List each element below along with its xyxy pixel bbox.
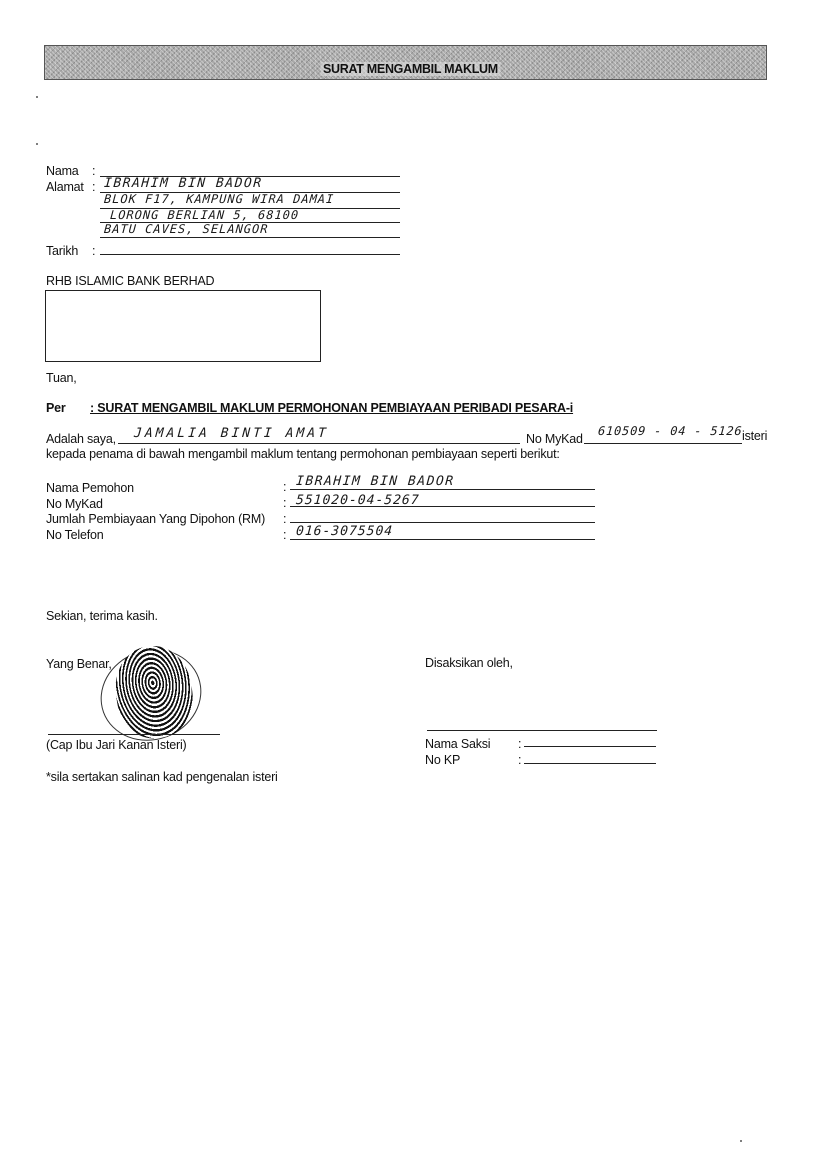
mykad-label: No MyKad [526,432,583,446]
alamat-line-4: BATU CAVES, SELANGOR [103,222,269,236]
witness-name-label: Nama Saksi [425,737,491,751]
detail-value-nama-pemohon: IBRAHIM BIN BADOR [295,474,456,489]
salutation: Tuan, [46,371,77,385]
thumbprint-line [48,734,220,735]
yang-benar: Yang Benar, [46,657,112,671]
detail-line [290,506,595,507]
detail-value-telefon: 016-3075504 [295,524,394,539]
alamat-line-2: BLOK F17, KAMPUNG WIRA DAMAI [103,192,335,206]
wife-name-line [118,443,520,444]
closing-text: Sekian, terima kasih. [46,609,158,623]
alamat-rule-4 [100,237,400,238]
witness-id-colon: : [518,753,522,767]
detail-label-nama-pemohon: Nama Pemohon [46,481,134,495]
detail-label-mykad: No MyKad [46,497,103,511]
detail-label-jumlah: Jumlah Pembiayaan Yang Dipohon (RM) [46,512,266,526]
scan-speck [36,96,38,98]
witness-id-line [524,763,656,764]
detail-line [290,522,595,523]
detail-colon: : [283,528,287,542]
wife-name: JAMALIA BINTI AMAT [133,426,330,441]
subject-line: : SURAT MENGAMBIL MAKLUM PERMOHONAN PEMBIAYAAN PERIBADI PESARA-i [90,401,574,415]
mykad-line [584,443,742,444]
tarikh-label: Tarikh [46,244,79,258]
scan-speck [740,1140,742,1142]
witness-name-colon: : [518,737,522,751]
declaration-line-2: kepada penama di bawah mengambil maklum tentang permohonan pembiayaan seperti berikut: [46,447,560,461]
alamat-label: Alamat [46,180,84,194]
footnote: *sila sertakan salinan kad pengenalan isteri [46,770,278,784]
alamat-line-1: IBRAHIM BIN BADOR [103,176,264,191]
nama-colon: : [92,164,96,178]
declaration-prefix: Adalah saya, [46,432,116,446]
tarikh-colon: : [92,244,96,258]
page-title: SURAT MENGAMBIL MAKLUM [323,62,498,76]
scan-speck [36,143,38,145]
bank-name: RHB ISLAMIC BANK BERHAD [46,274,215,288]
alamat-line-3: LORONG BERLIAN 5, 68100 [109,208,300,222]
declaration-suffix: isteri [742,429,768,443]
detail-line [290,539,595,540]
detail-label-telefon: No Telefon [46,528,104,542]
bank-address-box [45,290,321,362]
detail-line [290,489,595,490]
witness-id-label: No KP [425,753,461,767]
thumbprint-caption: (Cap Ibu Jari Kanan Isteri) [46,738,187,752]
witness-name-line [524,746,656,747]
per-label: Per [46,401,66,415]
witness-signature-line [427,730,657,731]
wife-mykad: 610509 - 04 - 5126 [597,424,743,438]
detail-colon: : [283,512,287,526]
tarikh-line [100,254,400,255]
witness-heading: Disaksikan oleh, [425,656,513,670]
detail-value-mykad: 551020-04-5267 [295,493,421,508]
detail-colon: : [283,496,287,510]
alamat-colon: : [92,180,96,194]
nama-label: Nama [46,164,79,178]
detail-colon: : [283,480,287,494]
